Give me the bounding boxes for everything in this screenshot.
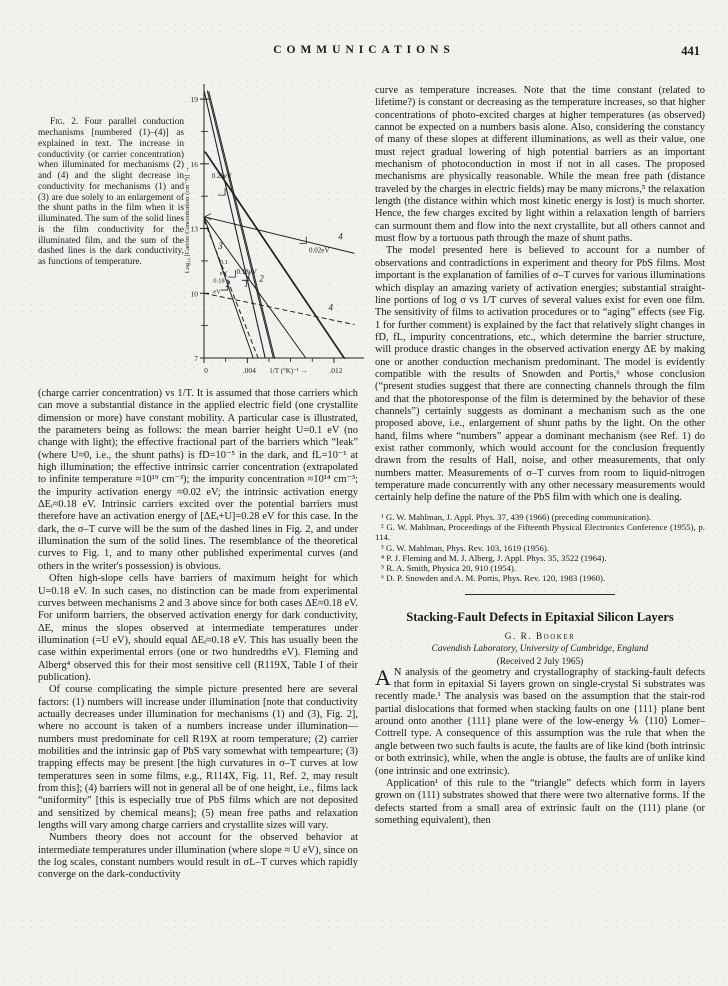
paragraph: curve as temperature increases. Note that the time constant (related to lifetime?) is constant or decreasing as the temperature increases, so that higher concentrations of photo-excited charges at higher temperatures (as observed) cannot be expected on a numbers basis alone. Also, considering the constancy of many of these slopes at different illuminations, as well as their value, one must reject gradual lowering of high potential barriers as an important mechanism of photoconduction in most if not in all cases. The proposed mechanisms are physically reasonable. While the mean free path (distance traveled by the charges in electric fields) may be many microns,⁵ the relaxation length (the distance within which most kinetic energy is lost) is much shorter. Hence, the few charges excited by light within a relaxation length of barriers can surmount them and flow into the next crystallite, but all others cannot and must flow by a tortuous path through the maze of shunt paths. [375, 85, 705, 245]
curve-label: 1 [244, 278, 249, 289]
article-title: Stacking-Fault Defects in Epitaxial Silicon Layers [406, 609, 674, 624]
paragraph: Numbers theory does not account for the observed behavior at intermediate temperatures under illumination (where slope ≈ U eV), since on the log scales, constant numbers would result in σL–T curves which rapidly converge on the dark-conductivity [38, 832, 358, 881]
x-axis-label: 1/T (°K)⁻¹ → [269, 367, 308, 375]
y-tick-label: 10 [190, 289, 198, 299]
footnote: ⁵ R. A. Smith, Physica 20, 910 (1954). [381, 563, 517, 574]
curve-label: 0.02eV [309, 246, 330, 255]
footnote: ¹ G. W. Mahlman, J. Appl. Phys. 37, 439 (1966) (preceding communication). [381, 511, 652, 522]
figure-2 [38, 78, 368, 386]
figure-caption-label: Fig. 2. [50, 117, 79, 128]
drop-cap: A [375, 664, 391, 690]
y-tick-label: 13 [190, 224, 198, 234]
paragraph: (charge carrier concentration) vs 1/T. It is assumed that those carriers which can move a substantial distance in the applied electric field (one crystallite dimension or more) have constant mobility. A particular case is illustrated, the parameters being as follows: the mean barrier height U=0.1 eV (no change with light); the effective fractional part of the barriers which “leak” (where U≈0, i.e., the shunt paths) is fD=10⁻⁵ in the dark, and fL=10⁻¹ at high illumination; the effective intrinsic carrier concentration (extrapolated to infinite temperature ≈10¹⁹ cm⁻³); the impurity concentration ≈10¹⁴ cm⁻³; the impurity activation energy ≈0.02 eV; the intrinsic activation energy ΔEᵢ≈0.18 eV. Intrinsic carriers excited over the potential barriers must therefore have an activation energy of [ΔEᵢ+U]=0.28 eV for this case. In the dark, the σ–T curve will be the sum of the dashed lines in Fig. 2, and under illumination the sum of the solid lines. The resemblance of the theoretical curves to Fig. 1, and to many other published experimental curves (and others in the writer's possession) is obvious. [38, 388, 358, 572]
article-paragraph-text: N analysis of the geometry and crystallography of stacking-fault defects that form in epitaxial Si layers grown on single-crystal Si substrates was recently made.¹ The analysis was based on the assumption that the stair-rod partial dislocations that formed when stacking faults on one {111} plane bent around onto another {111} plane were of the low-energy ⅙ ⟨110⟩ Lomer–Cottrell type. A consequence of this assumption was the rule that when the angle between two such faults is acute, the faults are of like kind (both intrinsic or both extrinsic), while, when the angle is obtuse, the faults are of unlike kind (one intrinsic and one extrinsic). [375, 666, 705, 777]
y-tick-label: 16 [190, 159, 198, 169]
curve-label: eV [213, 288, 221, 296]
curve-label: 4 [328, 302, 334, 313]
article-received-date: (Received 2 July 1965) [496, 656, 584, 667]
footnote: ² G. W. Mahlman, Proceedings of the Fifteenth Physical Electronics Conference (1955), p. 114. [375, 521, 705, 543]
curve-label: eV [219, 269, 228, 277]
page-header [0, 44, 728, 60]
footnotes [375, 512, 705, 584]
curve-label: 0.18eV [236, 267, 257, 276]
curve-label: 0.28eV [211, 171, 233, 180]
figure-caption-text: Four parallel conduction mechanisms [numbered (1)–(4)] as explained in text. The increase in conductivity (or carrier concentration) when illuminated for mechanisms (2) and (4) and the slight decrease in conductivity for mechanisms (1) and (3) are due solely to an enlargement of the shunt paths in the film when it is illuminated. The sum of the solid lines is the film conductivity for the illuminated film, and the sum of the dashed lines is the dark conductivity, as functions of temperature. [38, 117, 184, 268]
paragraph: The model presented here is believed to account for a number of observations and contradictions in experiment and theory for PbS films. Most important is the explanation of families of σ–T curves for various illuminations which display an amazing variety of activation energies; substantial straight-line portions of log σ vs 1/T curves of several values exist for even one film. The sensitivity of films to activation procedures or to “aging” effects (see Fig. 1 for further comment) is explained by the fact that relatively slight changes in fD, fL, impurity concentrations, etc., which determine the barrier structure, will produce drastic changes in the observed activation energy ΔE by making one or another conduction mechanism predominant. The model is evidently compatible with the results of Snowden and Portis,⁶ whose conclusion (“present studies suggest that there are connecting channels through the film and that the photoresponse of the film is determined by the behavior of these channels”) certainly suggests as dominant a mechanism such as the one proposed above, i.e., enlargement of shunt paths by the light. On the other hand, films where “numbers” appear a dominant mechanism (see Ref. 1) do exist rather commonly, which would account for the conclusion frequently drawn from the results of Hall, noise, and other measurements, that only numbers matter. Measurements of σ–T curves from room to liquid-nitrogen temperature made concurrently with any other necessary measurements would certainly help define the nature of the PbS film with which one is dealing. [375, 245, 705, 504]
curve-label: 2 [259, 273, 264, 284]
curve-label: 0.1 [219, 259, 228, 267]
x-tick-label: 0 [204, 366, 208, 375]
y-tick-label: 7 [194, 354, 198, 363]
curve-label: 0.18 [213, 277, 225, 285]
curve-label: 3 [218, 241, 223, 252]
y-axis-label: Log₁₀ [Carrier Concentration (cm⁻³)] → [184, 166, 191, 274]
figure-caption [38, 117, 184, 268]
left-column [38, 78, 358, 882]
paragraph: Often high-slope cells have barriers of maximum height for which U=0.18 eV. In such cases, no distinction can be made from experimental curves between mechanisms 2 and 3 above since for both cases ΔE≈0.18 eV. For uniform barriers, the observed activation energy for dark conductivity, ΔE, minus the slopes observed at intermediate temperatures under illumination (=U eV), should equal ΔEᵢ≈0.18 eV. This has usually been the case within experimental errors (one or two hundredths eV). Fleming and Alberg⁴ observed this for their most sensitive cell (R119X, Table I of their publication). [38, 573, 358, 683]
slope-angle-marker [228, 270, 235, 277]
curve-label: 2 [225, 278, 231, 289]
paragraph: Of course complicating the simple picture presented here are several factors: (1) numbers will increase under illumination [note that conductivity actually decreases under illumination for mechanisms (1) and (3), Fig. 2], where no account is taken of a numbers increase under illumination—numbers must predominate for cell R19X at room temperature; (2) carrier mobilities and the intrinsic gap of PbS vary somewhat with tempearture; (3) trapping effects may be present [the high curvatures in σ–T curves at low temperatures seen in some films, e.g., R114X, Fig. 11, Ref. 2, may result from this]; (4) barriers will not in general all be of one height, i.e., films lack “uniformity” [this is especially true of PbS films which are not deposited and sensitized by chemical means]; (5) mean free paths and relaxation lengths will vary among charge carriers and crystallite sizes will vary. [38, 684, 358, 832]
x-tick-label: .004 [242, 366, 256, 375]
article-author: G. R. Booker [504, 631, 576, 642]
article-paragraph: Application¹ of this rule to the “triangle” defects which form in layers grown on (111) substrates showed that there were two alternative forms. If the defects started from a small area of extrinsic fault on the (111) plane (or something equivalent), then [375, 777, 705, 826]
curve-label: 4 [338, 231, 343, 242]
intrinsic-band-long [204, 151, 344, 358]
figure-2-chart [182, 78, 367, 386]
article-paragraph [375, 664, 705, 778]
article-affiliation: Cavendish Laboratory, University of Cambridge, England [431, 643, 649, 654]
intrinsic-band-short-hatch [209, 91, 275, 359]
x-tick-label: .012 [329, 366, 343, 375]
y-tick-label: 19 [190, 95, 198, 105]
intrinsic-band-long-hatch [206, 152, 346, 359]
footnote: ³ G. W. Mahlman, Phys. Rev. 103, 1619 (1956). [381, 542, 549, 553]
right-column [375, 85, 705, 827]
slope-angle-marker [218, 188, 225, 195]
section-divider [465, 594, 615, 595]
footnote: ⁴ P. J. Fleming and M. J. Alberg, J. Appl. Phys. 35, 3522 (1964). [381, 552, 607, 563]
footnote: ⁶ D. P. Snowden and A. M. Portis, Phys. Rev. 120, 1983 (1960). [381, 573, 606, 584]
running-head: COMMUNICATIONS [273, 44, 455, 56]
intrinsic-band-short [207, 90, 273, 358]
page-number: 441 [681, 44, 700, 58]
